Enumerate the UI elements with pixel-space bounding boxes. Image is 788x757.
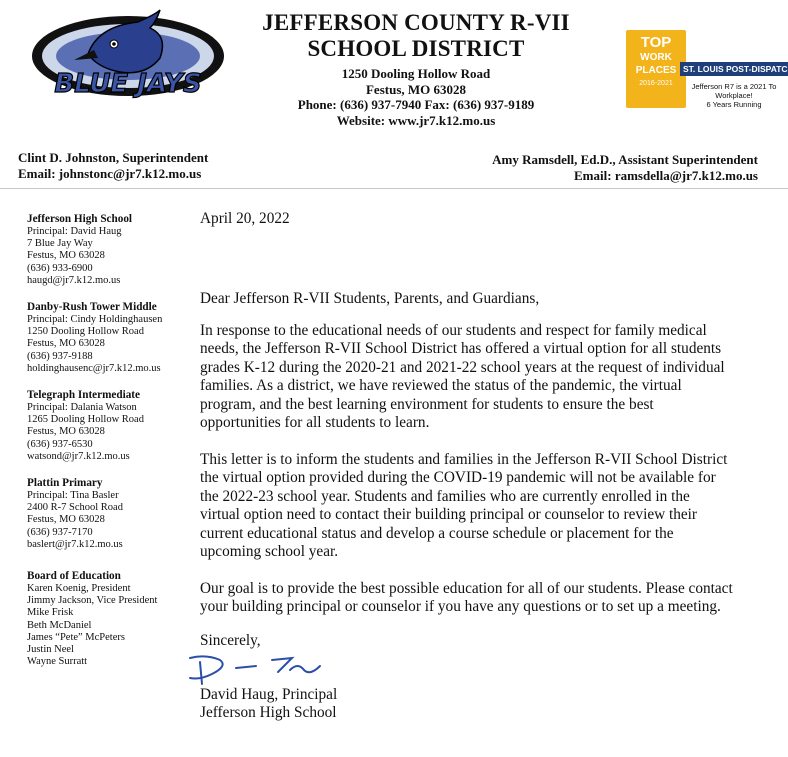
badge-note-line3: 6 Years Running [706, 100, 762, 109]
paragraph-line: opportunities for all students to learn. [200, 414, 430, 432]
website-line: Website: www.jr7.k12.mo.us [336, 112, 496, 128]
school-block-plattin [27, 476, 195, 551]
school-line: 2400 R-7 School Road [27, 502, 123, 514]
paragraph-line: virtual option need to contact their building principal or counselor to review their [200, 506, 698, 524]
school-heading: Jefferson High School [27, 213, 133, 225]
paragraph-line: Our goal is to provide the best possible education for all of our students. Please contact [200, 580, 733, 597]
board-member: Beth McDaniel [27, 619, 92, 631]
badge-note [680, 82, 788, 109]
school-line: (636) 933-6900 [27, 262, 93, 274]
badge-note-line1: Jefferson R7 is a 2021 To [691, 82, 777, 91]
phone-line: Phone: (636) 937-7940 Fax: (636) 937-9189 [297, 97, 535, 112]
district-title-line1: JEFFERSON COUNTY R-VII [262, 10, 570, 35]
board-member: Justin Neel [27, 644, 74, 656]
badge-work: WORK [640, 52, 672, 63]
paragraph-line: the 2022-23 school year. Students and families who are currently enrolled in the [200, 487, 690, 505]
paragraph-line: the virtual option provided during the COVID-19 pandemic will not be available for [200, 469, 716, 487]
board-member: Jimmy Jackson, Vice President [27, 595, 158, 607]
school-line: Festus, MO 63028 [27, 514, 105, 526]
school-line: Principal: Cindy Holdinghausen [27, 314, 163, 326]
signer-name: David Haug, Principal [200, 686, 338, 703]
school-email: baslert@jr7.k12.mo.us [27, 538, 123, 550]
address-line1: 1250 Dooling Hollow Road [341, 66, 491, 81]
school-heading: Danby-Rush Tower Middle [27, 301, 157, 314]
board-member: Mike Frisk [27, 607, 74, 619]
paragraph-line: In response to the educational needs of our students and respect for family medical [200, 322, 707, 339]
badge-years: 2016-2021 [639, 80, 673, 87]
paragraph-line: grades K-12 during the 2020-21 and 2021-22 school years at the request of individual [200, 358, 725, 376]
header-divider [0, 188, 788, 189]
school-email: watsond@jr7.k12.mo.us [27, 450, 130, 462]
school-block-jefferson-high [27, 212, 195, 287]
school-line: Principal: Tina Basler [27, 490, 119, 502]
sidebar-directory [27, 212, 195, 681]
paragraph-3 [200, 580, 770, 617]
superintendent-block [18, 150, 208, 182]
school-line: Principal: Dalania Watson [27, 402, 137, 414]
paragraph-line: upcoming school year. [200, 543, 339, 561]
board-heading: Board of Education [27, 570, 121, 583]
district-title [230, 10, 602, 62]
school-heading: Plattin Primary [27, 477, 103, 490]
logo-text: BLUE JAYS [54, 69, 202, 99]
school-line: Festus, MO 63028 [27, 338, 105, 350]
school-heading: Telegraph Intermediate [27, 389, 140, 402]
school-line: 1250 Dooling Hollow Road [27, 326, 144, 338]
school-line: Festus, MO 63028 [27, 250, 105, 262]
board-member: Wayne Surratt [27, 656, 88, 668]
school-line: Principal: David Haug [27, 226, 122, 237]
paragraph-line: needs, the Jefferson R-VII School District has offered a virtual option for all students [200, 340, 722, 358]
paragraph-line: families. As a district, we have reviewed the status of the pandemic, the virtual [200, 377, 682, 395]
district-address [230, 66, 602, 128]
school-line: (636) 937-7170 [27, 526, 93, 538]
blue-jays-logo [28, 6, 228, 102]
paragraph-1 [200, 322, 770, 432]
board-of-education-block [27, 569, 195, 668]
letter-greeting: Dear Jefferson R-VII Students, Parents, and Guardians, [200, 290, 540, 307]
signer-title: Jefferson High School [200, 704, 337, 721]
paragraph-line: program, and the best learning environment for students to ensure the best [200, 395, 654, 413]
board-member: Karen Koenig, President [27, 583, 131, 595]
badge-note-line2: Workplace! [715, 91, 753, 100]
paragraph-2 [200, 451, 770, 561]
letter-closing: Sincerely, [200, 632, 261, 649]
letter-date: April 20, 2022 [200, 210, 290, 227]
assistant-name: Amy Ramsdell, Ed.D., Assistant Superintendent [492, 152, 758, 167]
school-email: holdinghausenc@jr7.k12.mo.us [27, 362, 161, 374]
superintendent-email: Email: johnstonc@jr7.k12.mo.us [18, 166, 202, 181]
school-line: Festus, MO 63028 [27, 426, 105, 438]
school-line: 1265 Dooling Hollow Road [27, 414, 144, 426]
handwritten-signature [186, 650, 326, 688]
school-block-danby-rush [27, 300, 195, 375]
district-title-line2: SCHOOL DISTRICT [307, 36, 525, 61]
post-dispatch-banner: ST. LOUIS POST-DISPATC [680, 62, 788, 76]
school-email: haugd@jr7.k12.mo.us [27, 274, 121, 286]
board-member: James “Pete” McPeters [27, 631, 125, 643]
badge-top: TOP [640, 34, 672, 51]
school-line: 7 Blue Jay Way [27, 238, 93, 250]
school-block-telegraph [27, 388, 195, 463]
paragraph-line: This letter is to inform the students and families in the Jefferson R-VII School District [200, 451, 728, 468]
paragraph-line: current educational status and develop a course schedule or placement for the [200, 524, 674, 542]
top-workplaces-badge [626, 30, 686, 108]
school-line: (636) 937-9188 [27, 350, 93, 362]
assistant-superintendent-block [492, 152, 758, 184]
superintendent-name: Clint D. Johnston, Superintendent [18, 150, 209, 165]
paragraph-line: your building principal or counselor if you have any questions or to set up a meeting. [200, 598, 721, 616]
school-line: (636) 937-6530 [27, 438, 93, 450]
badge-places: PLACES [635, 65, 677, 76]
assistant-email: Email: ramsdella@jr7.k12.mo.us [574, 168, 758, 183]
address-line2: Festus, MO 63028 [365, 81, 467, 97]
